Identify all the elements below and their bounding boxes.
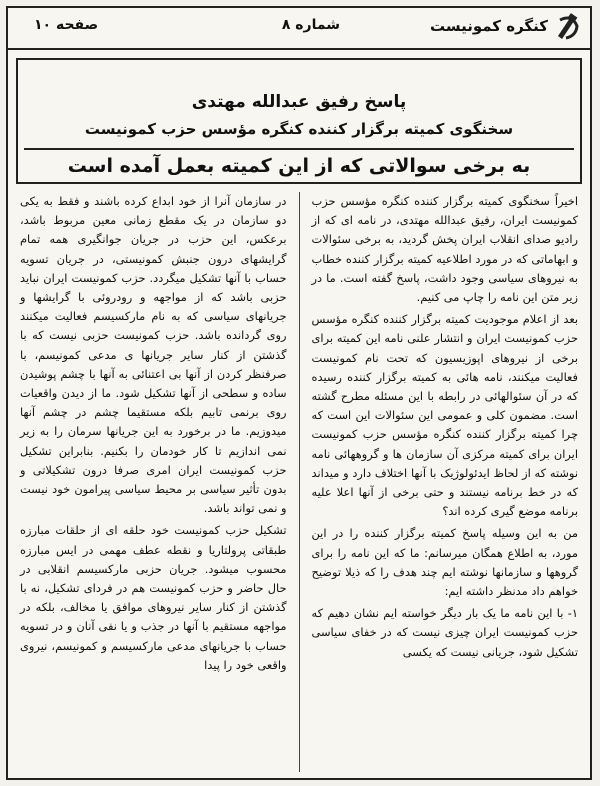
paragraph: من به این وسیله پاسخ کمیته برگزار کننده را در این مورد، به اطلاع همگان میرسانم: ما که این نامه را برای گروهها و سازمانها نوشته ایم چند هدف را که ذیلا توضیح خواهم داد مدنظر داشته ایم: — [311, 526, 578, 599]
paragraph: در سازمان آنرا از خود ابداع کرده باشند و فقط به یکی دو سازمان در یک مقطع زمانی معین مربوط باشد، برعکس، این حزب در جریان جوانگیری همه تمام گرایشهای درون جنبش کمونیستی، در جریان تسویه حساب با آنها تشکیل میگردد. حزب کمونیست ایران نباید حزبی باشد که از مواجهه و رودروئی با گرایشها و جریانهای سیاسی که به نام مارکسیسم فعالیت میکنند روی گردانده باشد. حزب کمونیست حزبی نیست که با گذشتن از کنار سایر جریانها ی مدعی کمونیسم، با صرفنظر کردن از آنها بی اعتنائی به آنها با چشم پوشیدن ساده و سطحی از آنها تشکیل شود. ما از دیدن واقعیات روی برنمی تابیم بلکه مستقیما چشم در چشم آنها میدوزیم. ما در برخورد به این جریانها سرمان را به زیر نمی اندازیم تا کار خودمان را بکنیم. بنابراین تشکیل حزب کمونیست ایران امری صرفا درون تشکیلاتی و بدون تأثیر سیاسی بر محیط سیاسی پیرامون خود نیست و نمی تواند باشد. — [20, 194, 287, 516]
headline-main-frame — [24, 148, 574, 184]
headline-main: به برخی سوالاتی که از این کمیته بعمل آمده است — [67, 155, 531, 177]
page-header — [8, 8, 590, 50]
paragraph: اخیراً سخنگوی کمیته برگزار کننده کنگره مؤسس حزب کمونیست ایران، رفیق عبدالله مهتدی، در نامه ای که از رادیو صدای انقلاب ایران پخش گردید، به برخی سئوالات و ابهاماتی که در مورد اطلاعیه کمیته برگزار کننده خطاب به نیروهای سیاسی وجود داشت، پاسخ گفته است. ما در زیر متن این نامه را چاپ می کنیم. — [311, 194, 578, 305]
paragraph: ۱- با این نامه ما یک بار دیگر خواسته ایم نشان دهیم که حزب کمونیست ایران چیزی نیست که در خفای سیاسی تشکیل شود، جریانی نیست که یکسی — [311, 606, 578, 659]
hammer-sickle-icon — [552, 12, 582, 42]
headline-subtitle: سخنگوی کمیته برگزار کننده کنگره مؤسس حزب کمونیست — [84, 120, 514, 138]
issue-number: شماره ۸ — [281, 17, 340, 33]
paragraph: بعد از اعلام موجودیت کمیته برگزار کننده کنگره مؤسس حزب کمونیست ایران و انتشار علنی نامه این کمیته برای برخی از نیروهای اپوزیسیون که تحت نام کمونیست فعالیت میکنند، نامه هائی به کمیته برگزار کننده رسیده که در آن سئوالهائی در رابطه با این مسئله مطرح گشته است. مضمون کلی و عمومی این سئوالات این است که چرا کمیته برگزار کننده کنگره مؤسس حزب کمونیست ایران برای کمیته مرکزی آن سازمان ها و گروههائی نامه نوشته که از لحاظ ایدئولوژیک با آنها اختلاف دارد و میداند که در خط برنامه نیستند و حتی برخی از آنها اعلا علیه برنامه موضع گیری کرده اند؟ — [311, 312, 578, 519]
newspaper-page — [6, 6, 592, 780]
headline-box — [16, 58, 582, 184]
publication-title: کنگره کمونیست — [429, 17, 548, 35]
left-column — [16, 192, 291, 772]
column-divider — [299, 192, 300, 772]
right-column — [308, 192, 583, 772]
headline-author: پاسخ رفیق عبدالله مهتدی — [191, 92, 407, 112]
paragraph: تشکیل حزب کمونیست خود حلقه ای از حلقات مبارزه طبقاتی پرولتاریا و نقطه عطف مهمی در ایس مبارزه محسوب میشود. جریان حزبی مارکسیسم انقلابی در حال حاضر و حزب کمونیست هم در فردای تشکیل، نه با گذشتن از کنار سایر نیروهای موافق یا مخالف، بلکه در مواجهه مستقیم با آنها در جذب و یا نفی آنان و در تسویه حساب با جریانهای مدعی مارکسیسم و کمونیسم، نیروی واقعی خود را پیدا — [20, 523, 287, 672]
page-number: صفحه ۱۰ — [34, 17, 99, 33]
article-body — [16, 192, 582, 772]
